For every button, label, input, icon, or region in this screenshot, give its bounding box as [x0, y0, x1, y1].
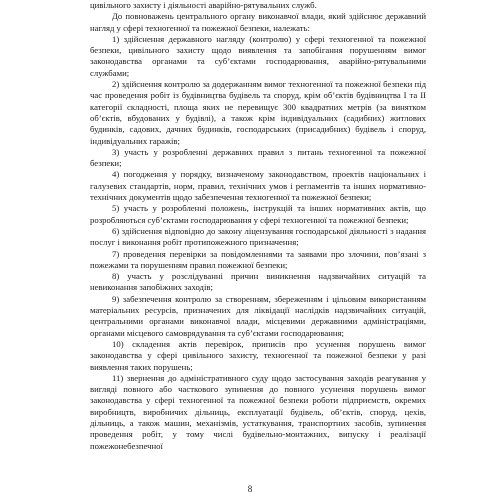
page-number: 8 [247, 484, 253, 494]
list-item-7: 7) проведення перевірки за повідомленнями та заявами про злочини, пов’язані з пожежами та порушенням правил пожежної безпеки; [90, 248, 426, 270]
list-item-9: 9) забезпечення контролю за створенням, збереженням і цільовим використанням матеріальних ресурсів, призначених для ліквідації наслідків надзвичайних ситуацій, центральними органами виконавчої влади, місцевими державними адміністраціями, органами місцевого самоврядування та суб’єктами господарювання; [90, 293, 426, 338]
list-item-10: 10) складення актів перевірок, приписів про усунення порушень вимог законодавства у сфері цивільного захисту, техногенної та пожежної безпеки у разі виявлення таких порушень; [90, 338, 426, 372]
list-item-8: 8) участь у розслідуванні причин виникнення надзвичайних ситуацій та невиконання запобіжних заходів; [90, 271, 426, 293]
list-item-4: 4) погодження у порядку, визначеному законодавством, проектів національних і галузевих стандартів, норм, правил, технічних умов і регламентів та інших нормативно-технічних документів щодо забезпечення техногенної та пожежної безпеки; [90, 169, 426, 203]
document-page [90, 0, 426, 500]
list-item-11: 11) звернення до адміністративного суду щодо застосування заходів реагування у вигляді повного або часткового зупинення до повного усунення порушень вимог законодавства у сфері техногенної та пожежної безпеки роботи підприємств, окремих виробництв, виробничих дільниць, експлуатації будівель, об’єктів, споруд, цехів, дільниць, а також машин, механізмів, устаткування, транспортних засобів, зупинення проведення робіт, у тому числі будівельно-монтажних, випуску і реалізації пожежонебезпечної [90, 372, 426, 451]
list-item-2: 2) здійснення контролю за додержанням вимог техногенної та пожежної безпеки під час проведення робіт із будівництва будівель та споруд, крім об’єктів будівництва I та II категорії складності, площа яких не перевищує 300 квадратних метрів (за винятком об’єктів, вбудованих у будівлі), а також крім індивідуальних (садибних) житлових будинків, садових, дачних будинків, господарських (присадибних) будівель і споруд, індивідуальних гаражів; [90, 79, 426, 146]
list-item-1: 1) здійснення державного нагляду (контролю) у сфері техногенної та пожежної безпеки, цивільного захисту щодо виявлення та запобігання порушенням вимог законодавства органами та суб’єктами господарювання, аварійно-рятувальними службами; [90, 33, 426, 78]
list-item-6: 6) здійснення відповідно до закону ліцензування господарської діяльності з надання послуг і виконання робіт протипожежного призначення; [90, 225, 426, 248]
list-item-5: 5) участь у розробленні положень, інструкцій та інших нормативних актів, що розробляються суб’єктами господарювання у сфері техногенної та пожежної безпеки; [90, 203, 426, 225]
intro-paragraph: До повноважень центрального органу виконавчої влади, який здійснює державний нагляд у сфері техногенної та пожежної безпеки, належать: [90, 11, 426, 33]
lead-line: цивільного захисту і діяльності аварійно-рятувальних служб. [90, 0, 317, 10]
list-item-3: 3) участь у розробленні державних правил з питань техногенної та пожежної безпеки; [90, 146, 426, 169]
